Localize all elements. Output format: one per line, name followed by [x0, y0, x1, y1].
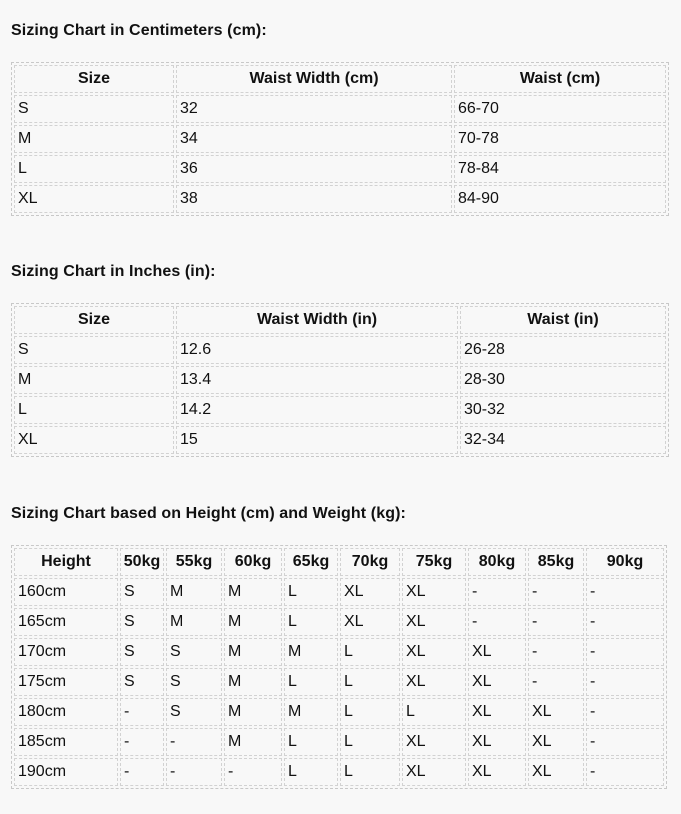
column-header: 75kg: [402, 548, 466, 576]
table-cell: -: [586, 698, 664, 726]
table-cell: XL: [528, 728, 584, 756]
table-cell: -: [120, 698, 164, 726]
table-cell: XL: [14, 426, 174, 454]
inch-size-table: [11, 303, 669, 457]
table-row: [14, 95, 666, 123]
column-header: Waist (in): [460, 306, 666, 334]
table-cell: 185cm: [14, 728, 118, 756]
table-cell: S: [14, 95, 174, 123]
table-cell: S: [166, 698, 222, 726]
table-row: [14, 638, 664, 666]
table-cell: -: [586, 728, 664, 756]
table-cell: 36: [176, 155, 452, 183]
table-cell: S: [120, 608, 164, 636]
table-cell: L: [284, 728, 338, 756]
column-header: 55kg: [166, 548, 222, 576]
table-header-row: [14, 548, 664, 576]
table-cell: XL: [468, 758, 526, 786]
table-cell: M: [284, 638, 338, 666]
table-row: [14, 366, 666, 394]
table-cell: -: [586, 608, 664, 636]
table-cell: XL: [468, 638, 526, 666]
table-row: [14, 336, 666, 364]
inch-chart-title: Sizing Chart in Inches (in):: [11, 263, 216, 280]
table-row: [14, 578, 664, 606]
column-header: Height: [14, 548, 118, 576]
column-header: Size: [14, 306, 174, 334]
height-weight-table: [11, 545, 667, 789]
column-header: 80kg: [468, 548, 526, 576]
table-cell: -: [120, 758, 164, 786]
table-cell: 15: [176, 426, 458, 454]
table-cell: -: [166, 758, 222, 786]
table-cell: S: [166, 638, 222, 666]
column-header: 70kg: [340, 548, 400, 576]
table-cell: M: [14, 366, 174, 394]
table-row: [14, 426, 666, 454]
table-cell: S: [120, 638, 164, 666]
cm-chart-title: Sizing Chart in Centimeters (cm):: [11, 22, 267, 39]
table-cell: 38: [176, 185, 452, 213]
column-header: 60kg: [224, 548, 282, 576]
table-cell: L: [284, 578, 338, 606]
table-cell: L: [340, 668, 400, 696]
table-cell: XL: [468, 698, 526, 726]
column-header: 65kg: [284, 548, 338, 576]
table-row: [14, 728, 664, 756]
table-cell: M: [166, 578, 222, 606]
height-weight-chart-title: Sizing Chart based on Height (cm) and Weight (kg):: [11, 505, 406, 522]
table-cell: -: [224, 758, 282, 786]
table-cell: S: [120, 578, 164, 606]
table-row: [14, 698, 664, 726]
table-cell: M: [224, 608, 282, 636]
table-cell: -: [586, 758, 664, 786]
table-cell: L: [340, 638, 400, 666]
table-cell: 28-30: [460, 366, 666, 394]
table-cell: -: [586, 638, 664, 666]
table-cell: XL: [402, 638, 466, 666]
table-header-row: [14, 65, 666, 93]
table-cell: L: [340, 728, 400, 756]
table-cell: -: [528, 638, 584, 666]
column-header: Size: [14, 65, 174, 93]
column-header: Waist Width (cm): [176, 65, 452, 93]
table-cell: 13.4: [176, 366, 458, 394]
table-cell: L: [284, 608, 338, 636]
table-cell: L: [284, 668, 338, 696]
table-cell: 165cm: [14, 608, 118, 636]
column-header: Waist Width (in): [176, 306, 458, 334]
table-row: [14, 125, 666, 153]
table-cell: M: [14, 125, 174, 153]
table-cell: 34: [176, 125, 452, 153]
cm-size-table: [11, 62, 669, 216]
table-cell: 160cm: [14, 578, 118, 606]
table-cell: -: [468, 608, 526, 636]
table-cell: XL: [468, 668, 526, 696]
table-cell: M: [224, 728, 282, 756]
table-cell: 12.6: [176, 336, 458, 364]
table-cell: XL: [340, 608, 400, 636]
table-cell: XL: [402, 758, 466, 786]
table-row: [14, 155, 666, 183]
table-cell: M: [284, 698, 338, 726]
table-cell: L: [340, 698, 400, 726]
table-row: [14, 668, 664, 696]
table-cell: -: [586, 578, 664, 606]
table-cell: 32-34: [460, 426, 666, 454]
table-cell: XL: [528, 698, 584, 726]
table-row: [14, 758, 664, 786]
table-cell: S: [166, 668, 222, 696]
table-cell: -: [586, 668, 664, 696]
table-cell: 180cm: [14, 698, 118, 726]
table-row: [14, 608, 664, 636]
table-cell: XL: [468, 728, 526, 756]
column-header: Waist (cm): [454, 65, 666, 93]
table-cell: 175cm: [14, 668, 118, 696]
table-row: [14, 396, 666, 424]
table-cell: M: [224, 668, 282, 696]
table-cell: M: [224, 578, 282, 606]
table-cell: XL: [402, 578, 466, 606]
table-cell: -: [166, 728, 222, 756]
table-cell: L: [14, 155, 174, 183]
column-header: 90kg: [586, 548, 664, 576]
table-cell: 70-78: [454, 125, 666, 153]
table-cell: L: [340, 758, 400, 786]
table-cell: L: [14, 396, 174, 424]
table-cell: 14.2: [176, 396, 458, 424]
table-cell: 66-70: [454, 95, 666, 123]
table-cell: XL: [340, 578, 400, 606]
table-cell: 84-90: [454, 185, 666, 213]
table-cell: 26-28: [460, 336, 666, 364]
table-cell: -: [528, 578, 584, 606]
table-cell: S: [14, 336, 174, 364]
table-cell: XL: [402, 608, 466, 636]
table-cell: M: [224, 698, 282, 726]
table-row: [14, 185, 666, 213]
table-cell: M: [166, 608, 222, 636]
table-cell: 190cm: [14, 758, 118, 786]
table-cell: 30-32: [460, 396, 666, 424]
table-cell: XL: [402, 728, 466, 756]
table-header-row: [14, 306, 666, 334]
table-cell: -: [528, 608, 584, 636]
column-header: 85kg: [528, 548, 584, 576]
table-cell: L: [402, 698, 466, 726]
table-cell: XL: [528, 758, 584, 786]
table-cell: S: [120, 668, 164, 696]
table-cell: -: [120, 728, 164, 756]
table-cell: -: [528, 668, 584, 696]
table-cell: XL: [402, 668, 466, 696]
table-cell: L: [284, 758, 338, 786]
table-cell: XL: [14, 185, 174, 213]
table-cell: M: [224, 638, 282, 666]
table-cell: 78-84: [454, 155, 666, 183]
table-cell: -: [468, 578, 526, 606]
table-cell: 170cm: [14, 638, 118, 666]
table-cell: 32: [176, 95, 452, 123]
column-header: 50kg: [120, 548, 164, 576]
